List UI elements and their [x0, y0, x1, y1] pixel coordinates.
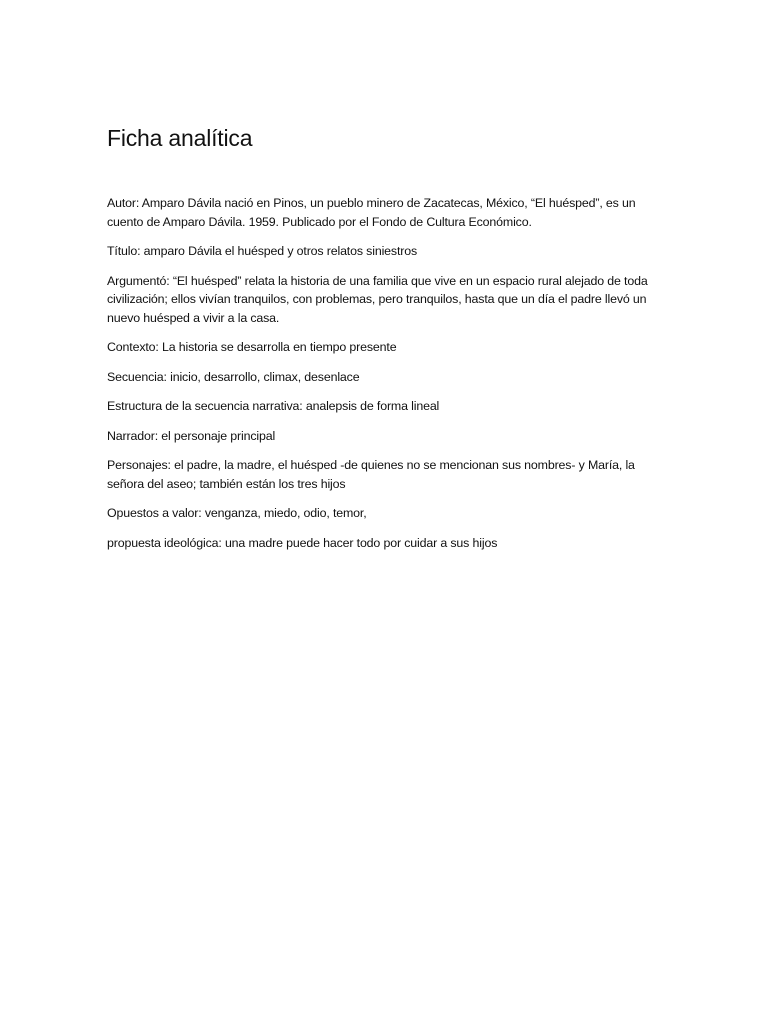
paragraph-opuestos: Opuestos a valor: venganza, miedo, odio, temor, — [107, 506, 367, 520]
paragraph-titulo: Título: amparo Dávila el huésped y otros relatos siniestros — [107, 244, 418, 258]
paragraph-propuesta: propuesta ideológica: una madre puede hacer todo por cuidar a sus hijos — [107, 535, 498, 550]
document-title: Ficha analítica — [107, 125, 253, 151]
document-body — [107, 194, 667, 563]
paragraph-secuencia: Secuencia: inicio, desarrollo, climax, desenlace — [107, 369, 360, 384]
paragraph-autor: Autor: Amparo Dávila nació en Pinos, un pueblo minero de Zacatecas, México, “El huésped”, es un cuento de Amparo Dávila. 1959. Publicado por el Fondo de Cultura Económico. — [107, 196, 636, 229]
paragraph-contexto: Contexto: La historia se desarrolla en tiempo presente — [107, 340, 397, 354]
paragraph-narrador: Narrador: el personaje principal — [107, 428, 276, 443]
paragraph-personajes: Personajes: el padre, la madre, el huésped -de quienes no se mencionan sus nombres- y María, la señora del aseo; también están los tres hijos — [107, 458, 635, 491]
paragraph-estructura: Estructura de la secuencia narrativa: analepsis de forma lineal — [107, 399, 440, 413]
paragraph-argumento: Argumentó: “El huésped” relata la historia de una familia que vive en un espacio rural alejado de toda civilización; ellos vivían tranquilos, con problemas, pero tranquilos, hasta que un día el padre llevó un nuevo huésped a vivir a la casa. — [107, 273, 648, 325]
